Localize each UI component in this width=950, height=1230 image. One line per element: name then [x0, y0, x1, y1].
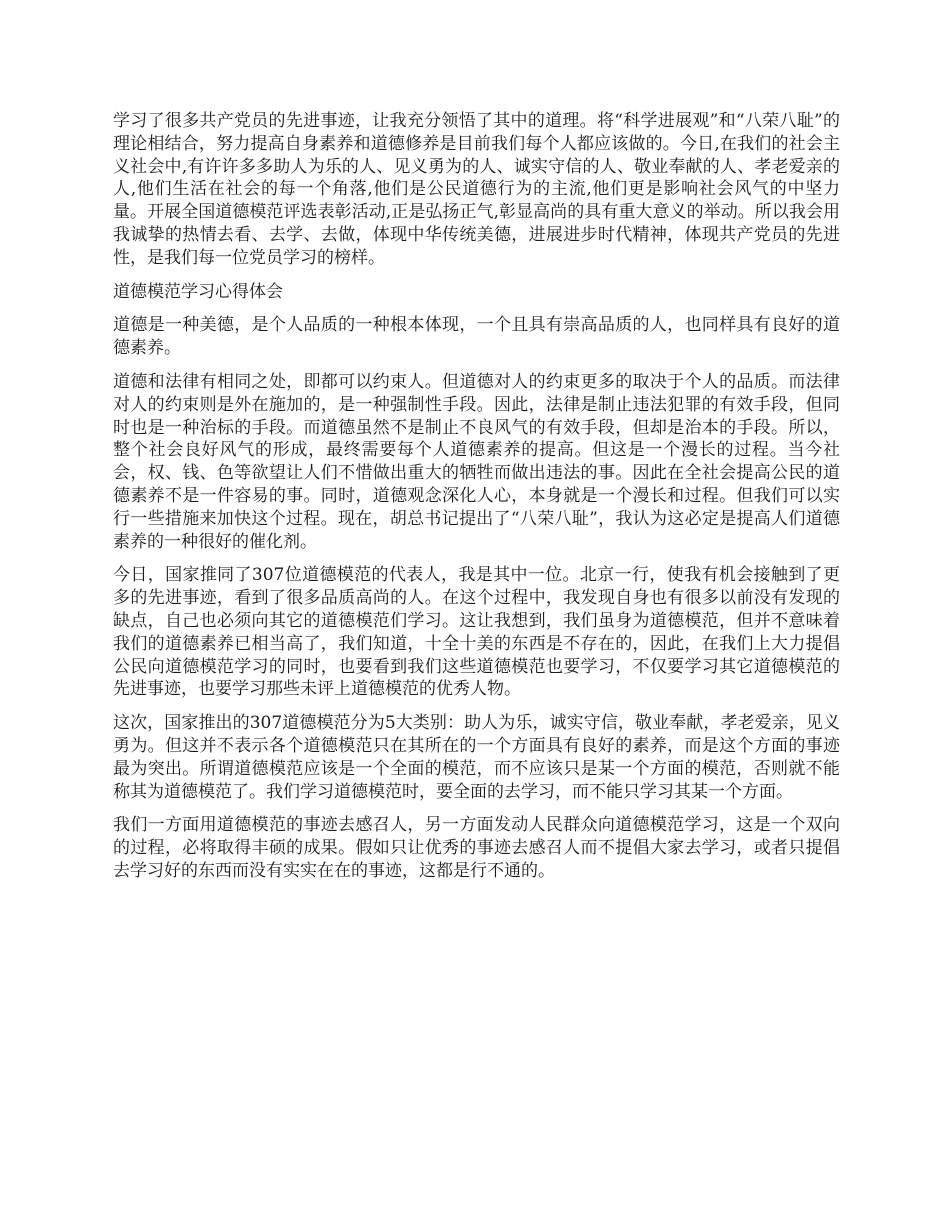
paragraph-morality-definition: 道德是一种美德，是个人品质的一种根本体现，一个且具有崇高品质的人，也同样具有良好的道德素养。	[113, 315, 840, 359]
paragraph-intro: 学习了很多共产党员的先进事迹，让我充分领悟了其中的道理。将“科学进展观”和“八荣八耻”的理论相结合，努力提高自身素养和道德修养是目前我们每个人都应该做的。今日,在我们的社会主义社会中,有许许多多助人为乐的人、见义勇为的人、诚实守信的人、敬业奉献的人、孝老爱亲的人,他们生活在社会的每一个角落,他们是公民道德行为的主流,他们更是影响社会风气的中坚力量。开展全国道德模范评选表彰活动,正是弘扬正气,彰显高尚的具有重大意义的举动。所以我会用我诚挚的热情去看、去学、去做，体现中华传统美德，进展进步时代精神，体现共产党员的先进性，是我们每一位党员学习的榜样。	[113, 111, 840, 268]
section-heading: 道德模范学习心得体会	[113, 281, 283, 302]
paragraph-two-way-process: 我们一方面用道德模范的事迹去感召人，另一方面发动人民群众向道德模范学习，这是一个双向的过程，必将取得丰硕的成果。假如只让优秀的事迹去感召人而不提倡大家去学习，或者只提倡去学习好的东西而没有实实在在的事迹，这都是行不通的。	[113, 815, 840, 881]
paragraph-morality-and-law: 道德和法律有相同之处，即都可以约束人。但道德对人的约束更多的取决于个人的品质。而法律对人的约束则是外在施加的，是一种强制性手段。因此，法律是制止违法犯罪的有效手段，但同时也是一种治标的手段。而道德虽然不是制止不良风气的有效手段，但却是治本的手段。所以，整个社会良好风气的形成，最终需要每个人道德素养的提高。但这是一个漫长的过程。当今社会，权、钱、色等欲望让人们不惜做出重大的牺牲而做出违法的事。因此在全社会提高公民的道德素养不是一件容易的事。同时，道德观念深化人心，本身就是一个漫长和过程。但我们可以实行一些措施来加快这个过程。现在，胡总书记提出了“八荣八耻”，我认为这必定是提高人们道德素养的一种很好的催化剂。	[113, 371, 840, 552]
paragraph-beijing-trip: 今日，国家推同了307位道德模范的代表人，我是其中一位。北京一行，使我有机会接触到了更多的先进事迹，看到了很多品质高尚的人。在这个过程中，我发现自身也有很多以前没有发现的缺点，自己也必须向其它的道德模范们学习。这让我想到，我们虽身为道德模范，但并不意味着我们的道德素养已相当高了，我们知道，十全十美的东西是不存在的，因此，在我们上大力提倡公民向道德模范学习的同时，也要看到我们这些道德模范也要学习，不仅要学习其它道德模范的先进事迹，也要学习那些未评上道德模范的优秀人物。	[113, 565, 840, 700]
paragraph-five-categories: 这次，国家推出的307道德模范分为5大类别：助人为乐，诚实守信，敬业奉献，孝老爱亲，见义勇为。但这并不表示各个道德模范只在其所在的一个方面具有良好的素养，而是这个方面的事迹最为突出。所谓道德模范应该是一个全面的模范，而不应该只是某一个方面的模范，否则就不能称其为道德模范了。我们学习道德模范时，要全面的去学习，而不能只学习其某一个方面。	[113, 713, 840, 802]
document-body	[113, 110, 840, 894]
